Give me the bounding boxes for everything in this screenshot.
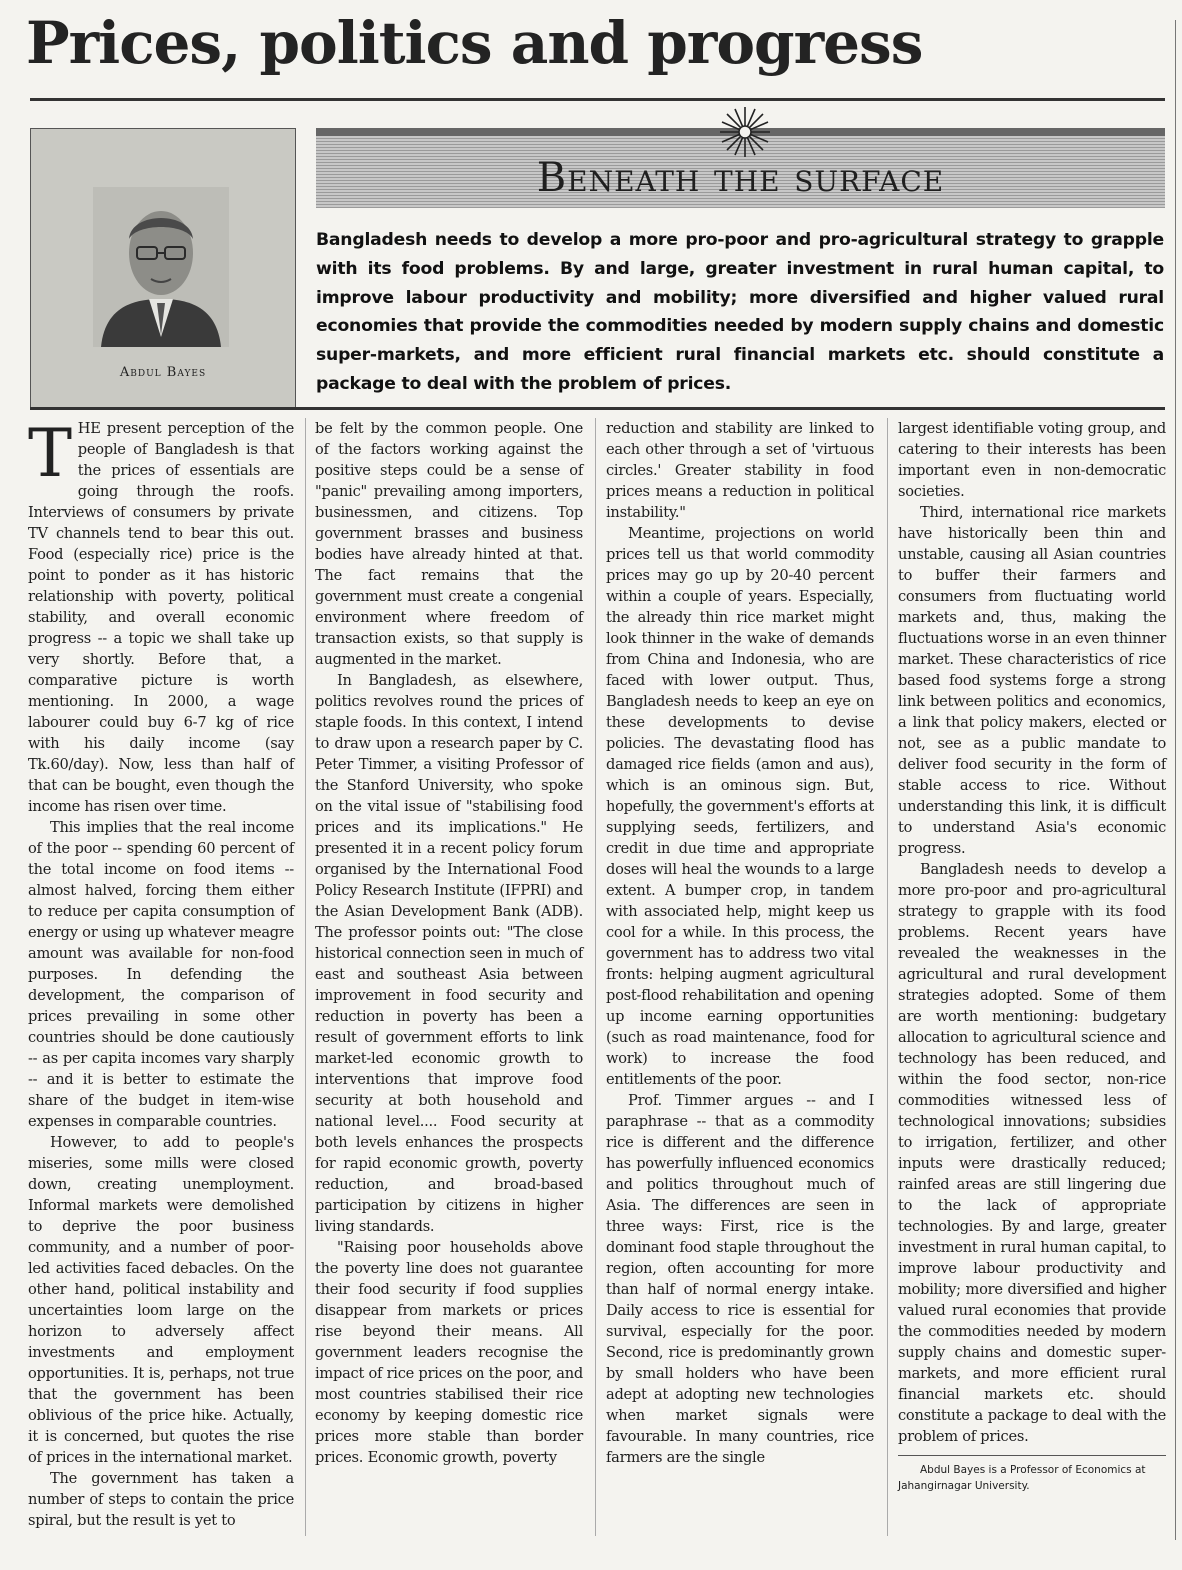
paragraph-text: HE present perception of the people of Bangladesh is that the prices of essentials are going through the roofs. Interviews of consumers by private TV channels tend to bear this out. Food (especially rice) price is the point to ponder as it has historic relationship with poverty, political stability, and overall economic progress -- a topic we shall take up very shortly. Before that, a comparative picture is worth mentioning. In 2000, a wage labourer could buy 6-7 kg of rice with his daily income (say Tk.60/day). Now, less than half of that can be bought, even though the income has risen over time. (28, 420, 294, 815)
column-title: Beneath the surface (536, 155, 945, 201)
body-column-1 (28, 415, 294, 1531)
author-byline: Abdul Bayes (119, 365, 207, 380)
paragraph: largest identifiable voting group, and catering to their interests has been important even in non-democratic societies. (898, 420, 1166, 500)
page-edge-rule (1175, 20, 1176, 1540)
paragraph: Meantime, projections on world prices tell us that world commodity prices may go up by 20-40 percent within a couple of years. Especially, the already thin rice market might look thinner in the wake of demands from China and Indonesia, who are faced with lower output. Thus, Bangladesh needs to keep an eye on these developments to devise policies. The devastating flood has damaged rice fields (amon and aus), which is an ominous sign. But, hopefully, the government's efforts at supplying seeds, fertilizers, and credit in due time and appropriate doses will heal the wounds to a large extent. A bumper crop, in tandem with associated help, might keep us cool for a while. In this process, the government has to address two vital fronts: helping augment agricultural post-flood rehabilitation and opening up income earning opportunities (such as road maintenance, food for work) to increase the food entitlements of the poor. (606, 525, 874, 1088)
paragraph: However, to add to people's miseries, some mills were closed down, creating unemployment. Informal markets were demolished to deprive the poor business community, and a number of poor-led activities faced debacles. On the other hand, political instability and uncertainties loom large on the horizon to adversely affect investments and employment opportunities. It is, perhaps, not true that the government has been oblivious of the price hike. Actually, it is concerned, but quotes the rise of prices in the international market. (28, 1134, 294, 1466)
article-deck: Bangladesh needs to develop a more pro-poor and pro-agricultural strategy to grapple with its food problems. By and large, greater investment in rural human capital, to improve labour productivity and mobility; more diversified and higher valued rural economies that provide the commodities needed by modern supply chains and domestic super-markets, and more efficient rural financial markets etc. should constitute a package to deal with the problem of prices. (316, 230, 1164, 394)
paragraph: reduction and stability are linked to each other through a set of 'virtuous circles.' Greater stability in food prices means a reduction in political instability." (606, 420, 874, 521)
body-column-3 (606, 418, 874, 1468)
paragraph: "Raising poor households above the poverty line does not guarantee their food security if food supplies disappear from markets or prices rise beyond their means. All government leaders recognise the impact of rice prices on the poor, and most countries stabilised their rice economy by keeping domestic rice prices more stable than border prices. Economic growth, poverty (315, 1239, 583, 1466)
paragraph (28, 415, 294, 817)
body-column-2 (315, 418, 583, 1468)
author-note-rule (898, 1455, 1166, 1456)
author-photo (93, 187, 229, 347)
paragraph: Bangladesh needs to develop a more pro-poor and pro-agricultural strategy to grapple with its food problems. Recent years have revealed the weaknesses in the agricultural and rural development strategies adopted. Some of them are worth mentioning: budgetary allocation to agricultural science and technology has been reduced, and within the food sector, non-rice commodities witnessed less of technological innovations; subsidies to irrigation, fertilizer, and other inputs were drastically reduced; rainfed areas are still lingering due to the lack of appropriate technologies. By and large, greater investment in rural human capital, to improve labour productivity and mobility; more diversified and higher valued rural economies that provide the commodities needed by modern supply chains and domestic super-markets, and more efficient rural financial markets etc. should constitute a package to deal with the problem of prices. (898, 861, 1166, 1445)
paragraph: be felt by the common people. One of the factors working against the positive steps could be a sense of "panic" prevailing among importers, businessmen, and citizens. Top government brasses and business bodies have already hinted at that. The fact remains that the government must create a congenial environment where freedom of transaction exists, so that supply is augmented in the market. (315, 420, 583, 668)
paragraph: This implies that the real income of the poor -- spending 60 percent of the total income on food items -- almost halved, forcing them either to reduce per capita consumption of energy or using up whatever meagre amount was available for non-food purposes. In defending the development, the comparison of prices prevailing in some other countries should be done cautiously -- as per capita incomes vary sharply -- and it is better to estimate the share of the budget in item-wise expenses in comparable countries. (28, 819, 294, 1130)
paragraph: The government has taken a number of steps to contain the price spiral, but the result is yet to (28, 1470, 294, 1529)
column-rule (887, 418, 888, 1536)
deck-rule (30, 407, 1165, 410)
body-column-4 (898, 418, 1166, 1494)
drop-cap: T (28, 415, 72, 492)
paragraph: Third, international rice markets have historically been thin and unstable, causing all Asian countries to buffer their farmers and consumers from fluctuating world markets and, thus, making the fluctuations worse in an even thinner market. These characteristics of rice based food systems forge a strong link between politics and economics, a link that policy makers, elected or not, see as a public mandate to deliver food security in the form of stable access to rice. Without understanding this link, it is difficult to understand Asia's economic progress. (898, 504, 1166, 857)
column-rule (305, 418, 306, 1536)
paragraph: In Bangladesh, as elsewhere, politics revolves round the prices of staple foods. In this context, I intend to draw upon a research paper by C. Peter Timmer, a visiting Professor of the Stanford University, who spoke on the vital issue of "stabilising food prices and its implications." He presented it in a recent policy forum organised by the International Food Policy Research Institute (IFPRI) and the Asian Development Bank (ADB). The professor points out: "The close historical connection seen in much of east and southeast Asia between improvement in food security and reduction in poverty has been a result of government efforts to link market-led economic growth to interventions that improve food security at both household and national level.... Food security at both levels enhances the prospects for rapid economic growth, poverty reduction, and broad-based participation by citizens in higher living standards. (315, 672, 583, 1235)
column-rule (595, 418, 596, 1536)
author-photo-box (30, 128, 296, 410)
starburst-icon (718, 105, 772, 159)
paragraph: Prof. Timmer argues -- and I paraphrase -- that as a commodity rice is different and the difference has powerfully influenced economics and politics throughout much of Asia. The differences are seen in three ways: First, rice is the dominant food staple throughout the region, often accounting for more than half of normal energy intake. Daily access to rice is essential for survival, especially for the poor. Second, rice is predominantly grown by small holders who have been adept at adopting new technologies when market signals were favourable. In many countries, rice farmers are the single (606, 1092, 874, 1466)
headline: Prices, politics and progress (26, 9, 923, 77)
headline-rule (30, 98, 1165, 101)
author-note: Abdul Bayes is a Professor of Economics at Jahangirnagar University. (898, 1464, 1146, 1492)
